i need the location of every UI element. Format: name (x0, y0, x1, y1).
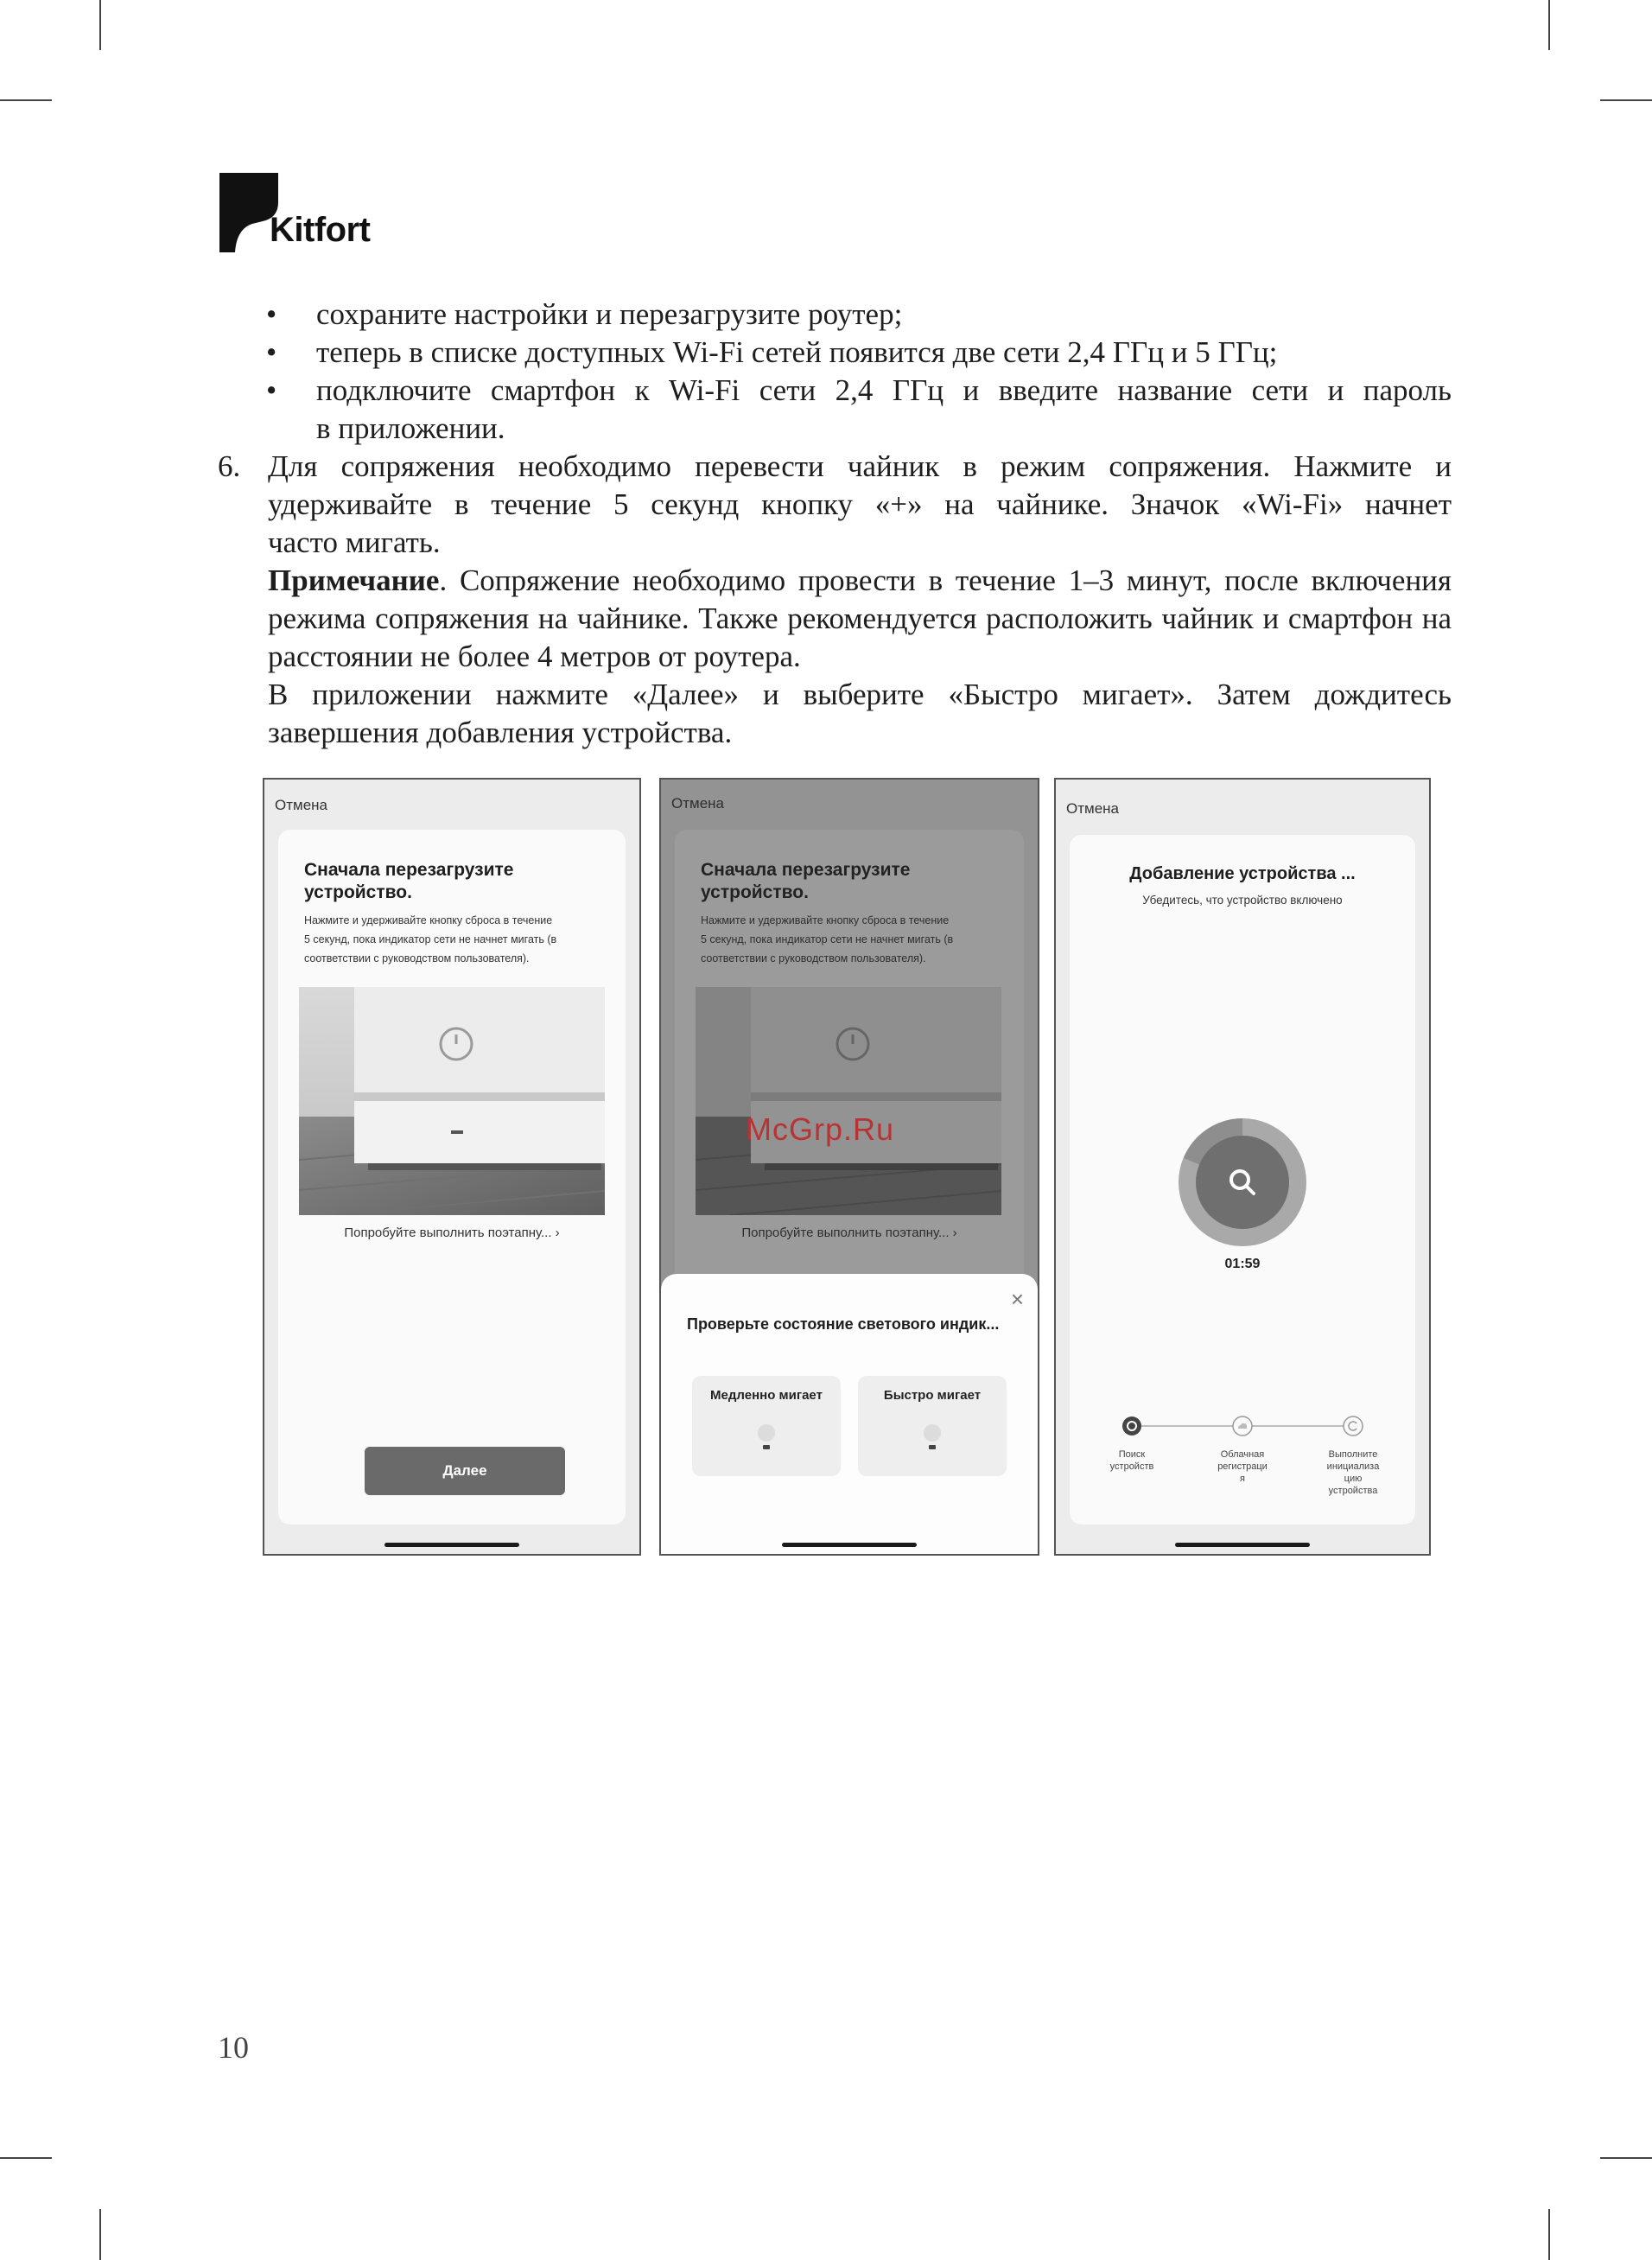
cloud-icon (1232, 1416, 1253, 1436)
search-icon (1227, 1167, 1258, 1198)
step-by-step-link[interactable]: Попробуйте выполнить поэтапну... › (344, 1225, 560, 1240)
phone-screen-indicator (659, 778, 1039, 1556)
step-label-line: цию (1344, 1474, 1363, 1484)
bullet-item (218, 372, 1452, 410)
crop-mark (0, 99, 52, 101)
init-icon (1343, 1416, 1363, 1436)
step-label-search (1090, 1448, 1173, 1473)
cancel-link[interactable]: Отмена (671, 795, 724, 812)
bullet-text: теперь в списке доступных Wi-Fi сетей появится две сети 2,4 ГГц и 5 ГГц; (316, 335, 1278, 369)
step-label-line: Поиск (1118, 1449, 1146, 1460)
bullet-item (218, 334, 1452, 372)
bullet-dot: • (266, 373, 277, 407)
slow-blink-option[interactable] (692, 1376, 841, 1476)
crop-mark (0, 2157, 52, 2159)
item-line: удерживайте в течение 5 секунд кнопку «+» на чайнике. Значок «Wi-Fi» начнет (268, 487, 1452, 521)
description-line: 5 секунд, пока индикатор сети не начнет мигать (в (701, 933, 954, 945)
numbered-item-6 (218, 448, 1452, 486)
adding-title: Добавление устройства ... (1129, 864, 1356, 883)
crop-mark (99, 0, 101, 50)
description-line: соответствии с руководством пользователя). (304, 952, 530, 964)
crop-mark (1600, 99, 1652, 101)
option-label: Медленно мигает (710, 1388, 823, 1403)
home-indicator (1175, 1543, 1310, 1547)
item-line: часто мигать. (268, 525, 441, 559)
item-line: Для сопряжения необходимо перевести чайник в режим сопряжения. Нажмите и (268, 449, 1452, 483)
step-label-line: инициализа (1326, 1461, 1380, 1472)
step-label-line: устройства (1328, 1486, 1378, 1496)
step-label-line: Выполните (1328, 1449, 1378, 1460)
note-text: . Сопряжение необходимо провести в течение 1–3 минут, после включения режима сопряжения на чайнике. Также рекомендуется расположить чайник и смартфон на расстоянии не более 4 метров от роутера. (268, 563, 1452, 673)
description-line: Нажмите и удерживайте кнопку сброса в течение (304, 914, 553, 926)
bullet-continuation (218, 410, 1452, 448)
bullet-text: подключите смартфон к Wi-Fi сети 2,4 ГГц и введите название сети и пароль (316, 373, 1452, 407)
cancel-link[interactable]: Отмена (1066, 800, 1119, 817)
phone-screen-adding (1054, 778, 1431, 1556)
home-indicator (384, 1543, 519, 1547)
countdown-timer: 01:59 (1224, 1257, 1261, 1271)
crop-mark (99, 2209, 101, 2260)
option-label: Быстро мигает (883, 1388, 982, 1403)
sheet-title: Проверьте состояние светового индик... (687, 1315, 1000, 1333)
bullet-item (218, 296, 1452, 334)
progress-steps (1070, 1405, 1415, 1509)
step-label-line: я (1240, 1474, 1245, 1484)
bullet-text: в приложении. (316, 411, 505, 445)
item-number: 6. (218, 449, 241, 483)
bulb-icon (920, 1423, 944, 1454)
fast-blink-option[interactable] (858, 1376, 1007, 1476)
brand-name: Kitfort (270, 211, 371, 249)
indicator-bottom-sheet (661, 1274, 1038, 1554)
step-label-cloud (1201, 1448, 1284, 1485)
close-icon[interactable]: × (1010, 1286, 1024, 1312)
card-title: Сначала перезагрузите устройство. (701, 860, 911, 902)
step-label-line: регистраци (1217, 1461, 1268, 1472)
next-button[interactable]: Далее (365, 1447, 565, 1495)
crop-mark (1548, 2209, 1550, 2260)
crop-mark (1548, 0, 1550, 50)
adding-subtitle: Убедитесь, что устройство включено (1142, 894, 1343, 907)
home-indicator (782, 1543, 917, 1547)
body-text (218, 296, 1452, 752)
page-number: 10 (218, 2030, 249, 2065)
step-by-step-link[interactable]: Попробуйте выполнить поэтапну... › (741, 1225, 957, 1240)
card-title: Сначала перезагрузите устройство. (304, 860, 514, 902)
step-label-init (1312, 1448, 1395, 1497)
device-photo (299, 987, 605, 1215)
progress-card (1070, 835, 1415, 1525)
description-line: Нажмите и удерживайте кнопку сброса в течение (701, 914, 950, 926)
phone-screen-reset (263, 778, 641, 1556)
bullet-dot: • (266, 297, 277, 331)
watermark-text: McGrp.Ru (746, 1111, 895, 1147)
note-paragraph (218, 562, 1452, 676)
step-label-line: устройств (1109, 1461, 1154, 1472)
crop-mark (1600, 2157, 1652, 2159)
description-line: соответствии с руководством пользователя). (701, 952, 926, 964)
bulb-icon (754, 1423, 778, 1454)
bullet-text: сохраните настройки и перезагрузите роутер; (316, 297, 903, 331)
card-description (304, 911, 607, 968)
description-line: 5 секунд, пока индикатор сети не начнет мигать (в (304, 933, 557, 945)
note-label: Примечание (268, 563, 440, 597)
step-search-icon (1121, 1416, 1142, 1436)
bullet-dot: • (266, 335, 277, 369)
instruction-card (278, 830, 626, 1525)
step-label-line: Облачная (1220, 1449, 1265, 1460)
instruction-paragraph: В приложении нажмите «Далее» и выберите «Быстро мигает». Затем дождитесь завершения добавления устройства. (268, 678, 1452, 749)
cancel-link[interactable]: Отмена (275, 797, 327, 813)
